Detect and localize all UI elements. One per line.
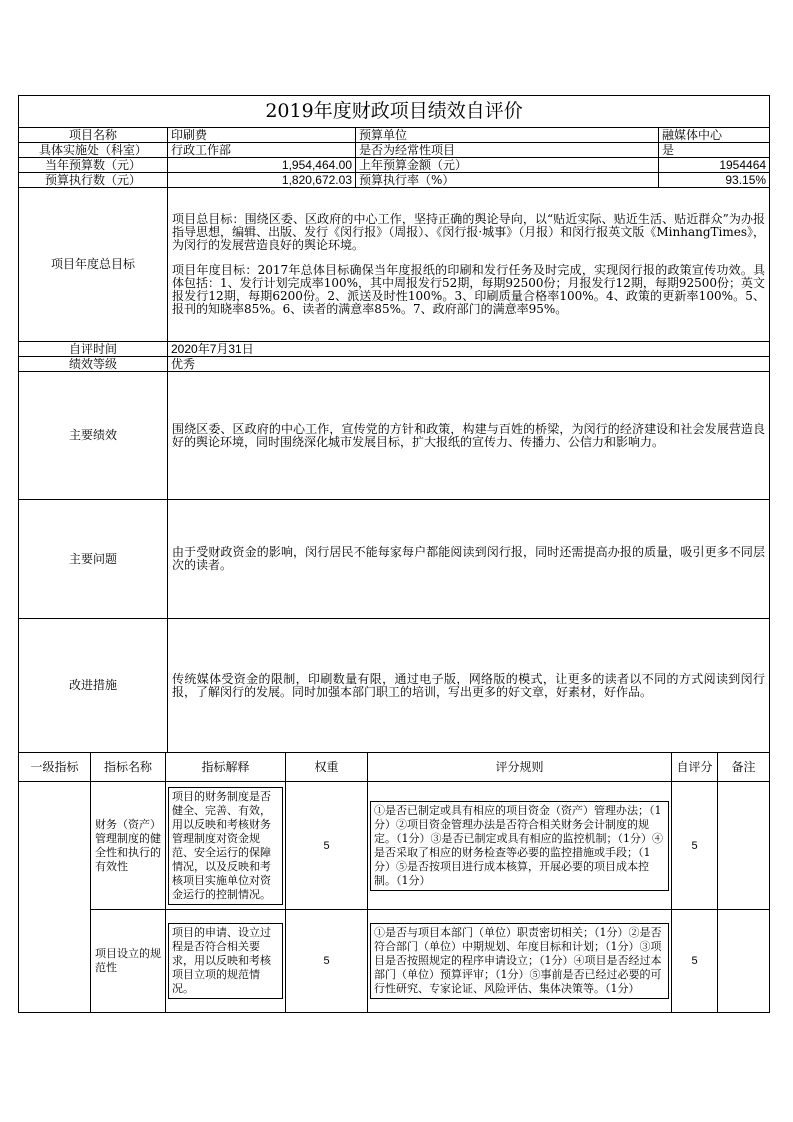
indicator-weight: 5	[286, 782, 368, 910]
recurring-value: 是	[659, 143, 770, 158]
indicator-score: 5	[672, 910, 718, 1013]
current-budget-value: 1,954,464.00	[168, 158, 356, 173]
evaluation-sheet	[18, 95, 769, 1013]
indicator-table	[18, 752, 770, 1013]
indicator-remark	[718, 910, 770, 1013]
indicator-score: 5	[672, 782, 718, 910]
page-title: 2019年度财政项目绩效自评价	[19, 96, 770, 128]
goal-annual: 项目年度目标：2017年总体目标确保当年度报纸的印刷和发行任务及时完成，实现闵行报的政策宣传功效。具体包括：1、发行计划完成率100%，其中周报发行52期，每期92500份；月报发行12期，每期92500份；英文报发行12期，每期6200份。2、派送及时性100%。3、印刷质量合格率100%。4、政策的更新率100%。5、报刊的知晓率85%。6、读者的满意率85%。7、政府部门的满意率95%。	[172, 263, 766, 316]
indicator-rules: ①是否已制定或具有相应的项目资金（资产）管理办法；（1分）②项目资金管理办法是否符合相关财务会计制度的规定。（1分）③是否已制定或具有相应的监控机制；（1分）④是否采取了相应的财务检查等必要的监控措施或手段；（1分）⑤是否按项目进行成本核算，开展必要的项目成本控制。（1分）	[370, 801, 669, 891]
indicator-weight: 5	[286, 910, 368, 1013]
goal-content	[168, 188, 770, 342]
eval-time-value: 2020年7月31日	[168, 342, 770, 357]
header-explain: 指标解释	[166, 753, 286, 782]
measures-label: 改进措施	[19, 619, 168, 753]
indicator-explain: 项目的财务制度是否健全、完善、有效，用以反映和考核财务管理制度对资金规范、安全运行的保障情况，以及反映和考核项目实施单位对资金运行的控制情况。	[168, 787, 283, 905]
dept-value: 行政工作部	[168, 143, 356, 158]
header-rules: 评分规则	[368, 753, 672, 782]
executed-value: 1,820,672.03	[168, 173, 356, 188]
grade-label: 绩效等级	[19, 357, 168, 372]
header-remark: 备注	[718, 753, 770, 782]
measures-text: 传统媒体受资金的限制，印刷数量有限，通过电子版，网络版的模式，让更多的读者以不同的方式阅读到闵行报，了解闵行的发展。同时加强本部门职工的培训，写出更多的好文章，好素材，好作品。	[168, 619, 770, 753]
last-budget-label: 上年预算金额（元）	[356, 158, 659, 173]
header-name: 指标名称	[91, 753, 166, 782]
header-level1: 一级指标	[19, 753, 91, 782]
executed-label: 预算执行数（元）	[19, 173, 168, 188]
recurring-label: 是否为经常性项目	[356, 143, 659, 158]
achievements-label: 主要绩效	[19, 372, 168, 500]
dept-label: 具体实施处（科室）	[19, 143, 168, 158]
goal-label: 项目年度总目标	[19, 188, 168, 342]
problems-label: 主要问题	[19, 500, 168, 619]
level1-cell	[19, 782, 91, 1013]
exec-rate-label: 预算执行率（%）	[356, 173, 659, 188]
budget-unit-value: 融媒体中心	[659, 128, 770, 143]
project-name-label: 项目名称	[19, 128, 168, 143]
current-budget-label: 当年预算数（元）	[19, 158, 168, 173]
header-weight: 权重	[286, 753, 368, 782]
achievements-text: 围绕区委、区政府的中心工作，宣传党的方针和政策，构建与百姓的桥梁，为闵行的经济建设和社会发展营造良好的舆论环境，同时围绕深化城市发展目标，扩大报纸的宣传力、传播力、公信力和影响力。	[168, 372, 770, 500]
header-score: 自评分	[672, 753, 718, 782]
budget-unit-label: 预算单位	[356, 128, 659, 143]
problems-text: 由于受财政资金的影响，闵行居民不能每家每户都能阅读到闵行报，同时还需提高办报的质量，吸引更多不同层次的读者。	[168, 500, 770, 619]
indicator-remark	[718, 782, 770, 910]
summary-table	[18, 95, 770, 753]
project-name-value: 印刷费	[168, 128, 356, 143]
table-row	[19, 782, 770, 910]
indicator-name: 财务（资产）管理制度的健全性和执行的有效性	[91, 782, 166, 910]
goal-overall: 项目总目标：围绕区委、区政府的中心工作，坚持正确的舆论导向，以“贴近实际、贴近生活、贴近群众”为办报指导思想，编辑、出版、发行《闵行报》（周报）、《闵行报·城事》（月报）和闵行报英文版《MinhangTimes》，为闵行的发展营造良好的舆论环境。	[172, 212, 766, 252]
last-budget-value: 1954464	[659, 158, 770, 173]
indicator-explain: 项目的申请、设立过程是否符合相关要求，用以反映和考核项目立项的规范情况。	[168, 923, 283, 999]
exec-rate-value: 93.15%	[659, 173, 770, 188]
grade-value: 优秀	[168, 357, 770, 372]
table-row	[19, 910, 770, 1013]
eval-time-label: 自评时间	[19, 342, 168, 357]
indicator-name: 项目设立的规范性	[91, 910, 166, 1013]
indicator-rules: ①是否与项目本部门（单位）职责密切相关；（1分）②是否符合部门（单位）中期规划、年度目标和计划；（1分）③项目是否按照规定的程序申请设立；（1分）④项目是否经过本部门（单位）预算评审；（1分）⑤事前是否已经过必要的可行性研究、专家论证、风险评估、集体决策等。（1分）	[370, 923, 669, 999]
